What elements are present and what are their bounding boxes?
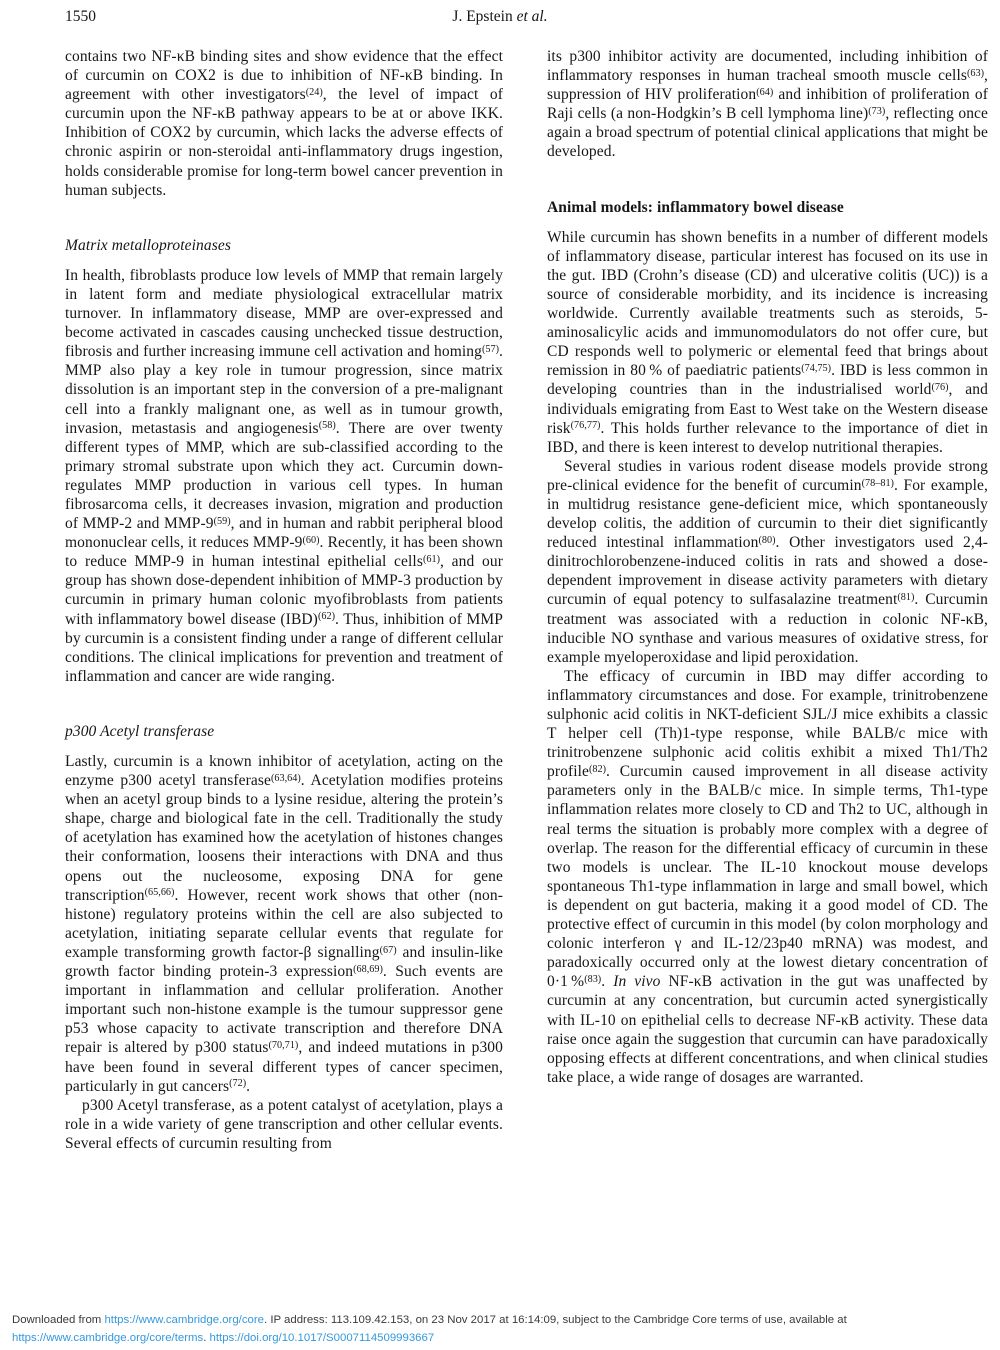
paragraph: In health, fibroblasts produce low levels of MMP that remain largely in latent form and mediate physiological extracellular matrix turnover. In inflammatory disease, MMP are over-expressed and become activated in cascades causing unchecked tissue destruction, fibrosis and further increasing immune cell activation and homing$^{(57)}$. MMP also play a key role in tumour progression, since matrix dissolution is an important step in the conversion of a pre-malignant cell into a frankly malignant one, as well as in tumour growth, invasion, metastasis and angiogenesis$^{(58)}$. There are over twenty different types of MMP, which are sub-classified according to the primary stromal substrate upon which they act. Curcumin down-regulates MMP production in various cell types. In human fibrosarcoma cells, it decreases invasion, migration and production of MMP-2 and MMP-9$^{(59)}$, and in human and rabbit peripheral blood mononuclear cells, it reduces MMP-9$^{(60)}$. Recently, it has been shown to reduce MMP-9 in human intestinal epithelial cells$^{(61)}$, and our group has shown dose-dependent inhibition of MMP-3 production by curcumin in primary human colonic myofibroblasts from patients with inflammatory bowel disease (IBD)$^{(62)}$. Thus, inhibition of MMP by curcumin is a consistent finding under a range of different cellular conditions. The clinical implications for prevention and treatment of inflammation and cancer are wide ranging. bbox=[65, 266, 504, 685]
reference-superscript: (58) bbox=[318, 420, 336, 432]
reference-superscript: (76) bbox=[931, 382, 949, 394]
running-title: J. Epstein et al. bbox=[452, 8, 548, 25]
italic-text: In vivo bbox=[613, 973, 661, 991]
paragraph: The efficacy of curcumin in IBD may differ according to inflammatory circumstances and dose. For example, trinitrobenzene sulphonic acid colitis in NKT-deficient SJL/J mice exhibits a classic T helper cell (Th)1-type response, while BALB/c mice with trinitrobenzene sulphonic acid colitis exhibit a mixed Th1/Th2 profile$^{(82)}$. Curcumin caused improvement in all disease activity parameters only in the BALB/c mice. In simple terms, Th1-type inflammation relates more closely to CD and Th2 to UC, although in real terms the situation is probably more complex with a degree of overlap. The reason for the differential efficacy of curcumin in these two models is unclear. The IL-10 knockout mouse develops spontaneous Th1-type inflammation in large and small bowel, which is dependent on gut bacteria, making it a good model of CD. The protective effect of curcumin in this model (by colon morphology and colonic interferon γ and IL-12/23p40 mRNA) was modest, and paradoxically occurred only at the lowest dietary concentration of 0·1 %$^{(83)}$. In vivo NF-κB activation in the gut was unaffected by curcumin at any concentration, but curcumin acted synergistically with IL-10 on epithelial cells to decrease NF-κB activity. These data raise once again the suggestion that curcumin can have paradoxically opposing effects at different concentrations, and when clinical studies take place, a wide range of dosages are warranted. bbox=[547, 667, 988, 1086]
reference-superscript: (24) bbox=[305, 86, 323, 98]
paragraph: While curcumin has shown benefits in a number of different models of inflammatory disease, particular interest has focused on its use in the gut. IBD (Crohn’s disease (CD) and ulcerative colitis (UC)) is a source of considerable morbidity, and its incidence is increasing worldwide. Currently available treatments such as steroids, 5-aminosalicylic acids and immunomodulators do not offer cure, but CD responds well to polymeric or elemental feed that brings about remission in 80 % of paediatric patients$^{(74,75)}$. IBD is less common in developing countries than in the industrialised world$^{(76)}$, and individuals emigrating from East to West take on the Western disease risk$^{(76,77)}$. This holds further relevance to the importance of diet in IBD, and there is keen interest to develop nutritional therapies. bbox=[547, 228, 988, 456]
footer-link[interactable]: https://www.cambridge.org/core/terms bbox=[12, 1331, 204, 1344]
reference-superscript: (72) bbox=[229, 1078, 247, 1090]
reference-superscript: (62) bbox=[317, 611, 335, 623]
reference-superscript: (57) bbox=[481, 343, 500, 355]
reference-superscript: (76,77) bbox=[570, 420, 601, 432]
footer-line-2: https://www.cambridge.org/core/terms. https://doi.org/10.1017/S0007114509993667 bbox=[12, 1331, 435, 1344]
download-provenance-footer bbox=[12, 1312, 917, 1347]
reference-superscript: (70,71) bbox=[268, 1040, 299, 1052]
running-head bbox=[65, 8, 935, 28]
paragraph: Several studies in various rodent disease models provide strong pre-clinical evidence for the benefit of curcumin$^{(78-81)}$. For example, in multidrug resistance gene-deficient mice, which spontaneously develop colitis, the addition of curcumin to their diet significantly reduced intestinal inflammation$^{(80)}$. Other investigators used 2,4-dinitrochlorobenzene-induced colitis in rats and showed a dose-dependent improvement in disease activity parameters with dietary curcumin of equal potency to sulfasalazine treatment$^{(81)}$. Curcumin treatment was associated with a reduction in colonic NF-κB, inducible NO synthase and various measures of oxidative stress, for example myeloperoxidase and lipid peroxidation. bbox=[547, 457, 989, 666]
footer-line-1: Downloaded from https://www.cambridge.org/core. IP address: 113.109.42.153, on 23 Nov 2017 at 16:14:09, subject to the Cambridge Core terms of use, available at bbox=[12, 1314, 847, 1326]
reference-superscript: (67) bbox=[379, 944, 397, 956]
paragraph-continuation: contains two NF-κB binding sites and show evidence that the effect of curcumin on COX2 is due to inhibition of NF-κB binding. In agreement with other investigators$^{(24)}$, the level of impact of curcumin upon the NF-κB pathway appears to be at or above IKK. Inhibition of COX2 by curcumin, which lacks the adverse effects of chronic aspirin or non-steroidal anti-inflammatory drugs ingestion, holds considerable promise for long-term bowel cancer prevention in human subjects. bbox=[65, 48, 503, 199]
reference-superscript: (82) bbox=[589, 764, 607, 775]
reference-superscript: (60) bbox=[302, 534, 320, 546]
reference-superscript: (81) bbox=[897, 592, 915, 604]
section-heading-p300-acetyl-transferase: p300 Acetyl transferase bbox=[65, 722, 215, 740]
reference-superscript: (68,69) bbox=[353, 963, 383, 975]
paragraph-continuation: its p300 inhibitor activity are documented, including inhibition of inflammatory responses in human tracheal smooth muscle cells$^{(63)}$, suppression of HIV proliferation$^{(64)}$ and inhibition of proliferation of Raji cells (a non-Hodgkin’s B cell lymphoma line)$^{(73)}$, reflecting once again a broad spectrum of potential clinical applications that might be developed. bbox=[547, 48, 989, 161]
paragraph: Lastly, curcumin is a known inhibitor of acetylation, acting on the enzyme p300 acetyl transferase$^{(63,64)}$. Acetylation modifies proteins when an acetyl group binds to a lysine residue, altering the protein’s shape, charge and biological fate in the cell. Traditionally the study of acetylation has examined how the acetylation of histones changes their conformation, loosens their interactions with DNA and thus opens out the nucleosome, exposing DNA for gene transcription$^{(65,66)}$. However, recent work shows that other (non-histone) regulatory proteins within the cell are also subjected to acetylation, initiating separate cellular events that regulate for example transforming growth factor-β signalling$^{(67)}$ and insulin-like growth factor binding protein-3 expression$^{(68,69)}$. Such events are important in inflammation and cellular proliferation. Another important such non-histone example is the tumour suppressor gene p53 whose capacity to activate transcription and therefore DNA repair is altered by p300 status$^{(70,71)}$, and indeed mutations in p300 have been found in several different types of cancer specimen, particularly in gut cancers$^{(72)}$. bbox=[65, 753, 503, 1095]
reference-superscript: (64) bbox=[756, 86, 774, 98]
reference-superscript: (74,75) bbox=[801, 363, 832, 375]
footer-link[interactable]: https://www.cambridge.org/core bbox=[104, 1314, 264, 1326]
reference-superscript: (78–81) bbox=[861, 477, 894, 489]
reference-superscript: (73) bbox=[868, 106, 886, 117]
reference-superscript: (63) bbox=[966, 67, 985, 79]
page-number: 1550 bbox=[65, 8, 96, 25]
reference-superscript: (63,64) bbox=[270, 772, 301, 784]
right-column bbox=[547, 47, 988, 1087]
reference-superscript: (80) bbox=[758, 534, 776, 546]
paragraph: p300 Acetyl transferase, as a potent catalyst of acetylation, plays a role in a wide variety of gene transcription and other cellular events. Several effects of curcumin resulting from bbox=[65, 1096, 503, 1152]
reference-superscript: (65,66) bbox=[144, 887, 175, 899]
section-heading-animal-models: Animal models: inflammatory bowel disease bbox=[547, 198, 844, 216]
italic-text: et al. bbox=[516, 8, 548, 25]
reference-superscript: (61) bbox=[422, 553, 440, 565]
section-heading-matrix-metalloproteinases: Matrix metalloproteinases bbox=[65, 236, 231, 254]
reference-superscript: (83) bbox=[584, 974, 602, 986]
left-column bbox=[65, 47, 503, 1153]
footer-link[interactable]: https://doi.org/10.1017/S0007114509993667 bbox=[209, 1331, 435, 1344]
reference-superscript: (59) bbox=[213, 515, 231, 527]
